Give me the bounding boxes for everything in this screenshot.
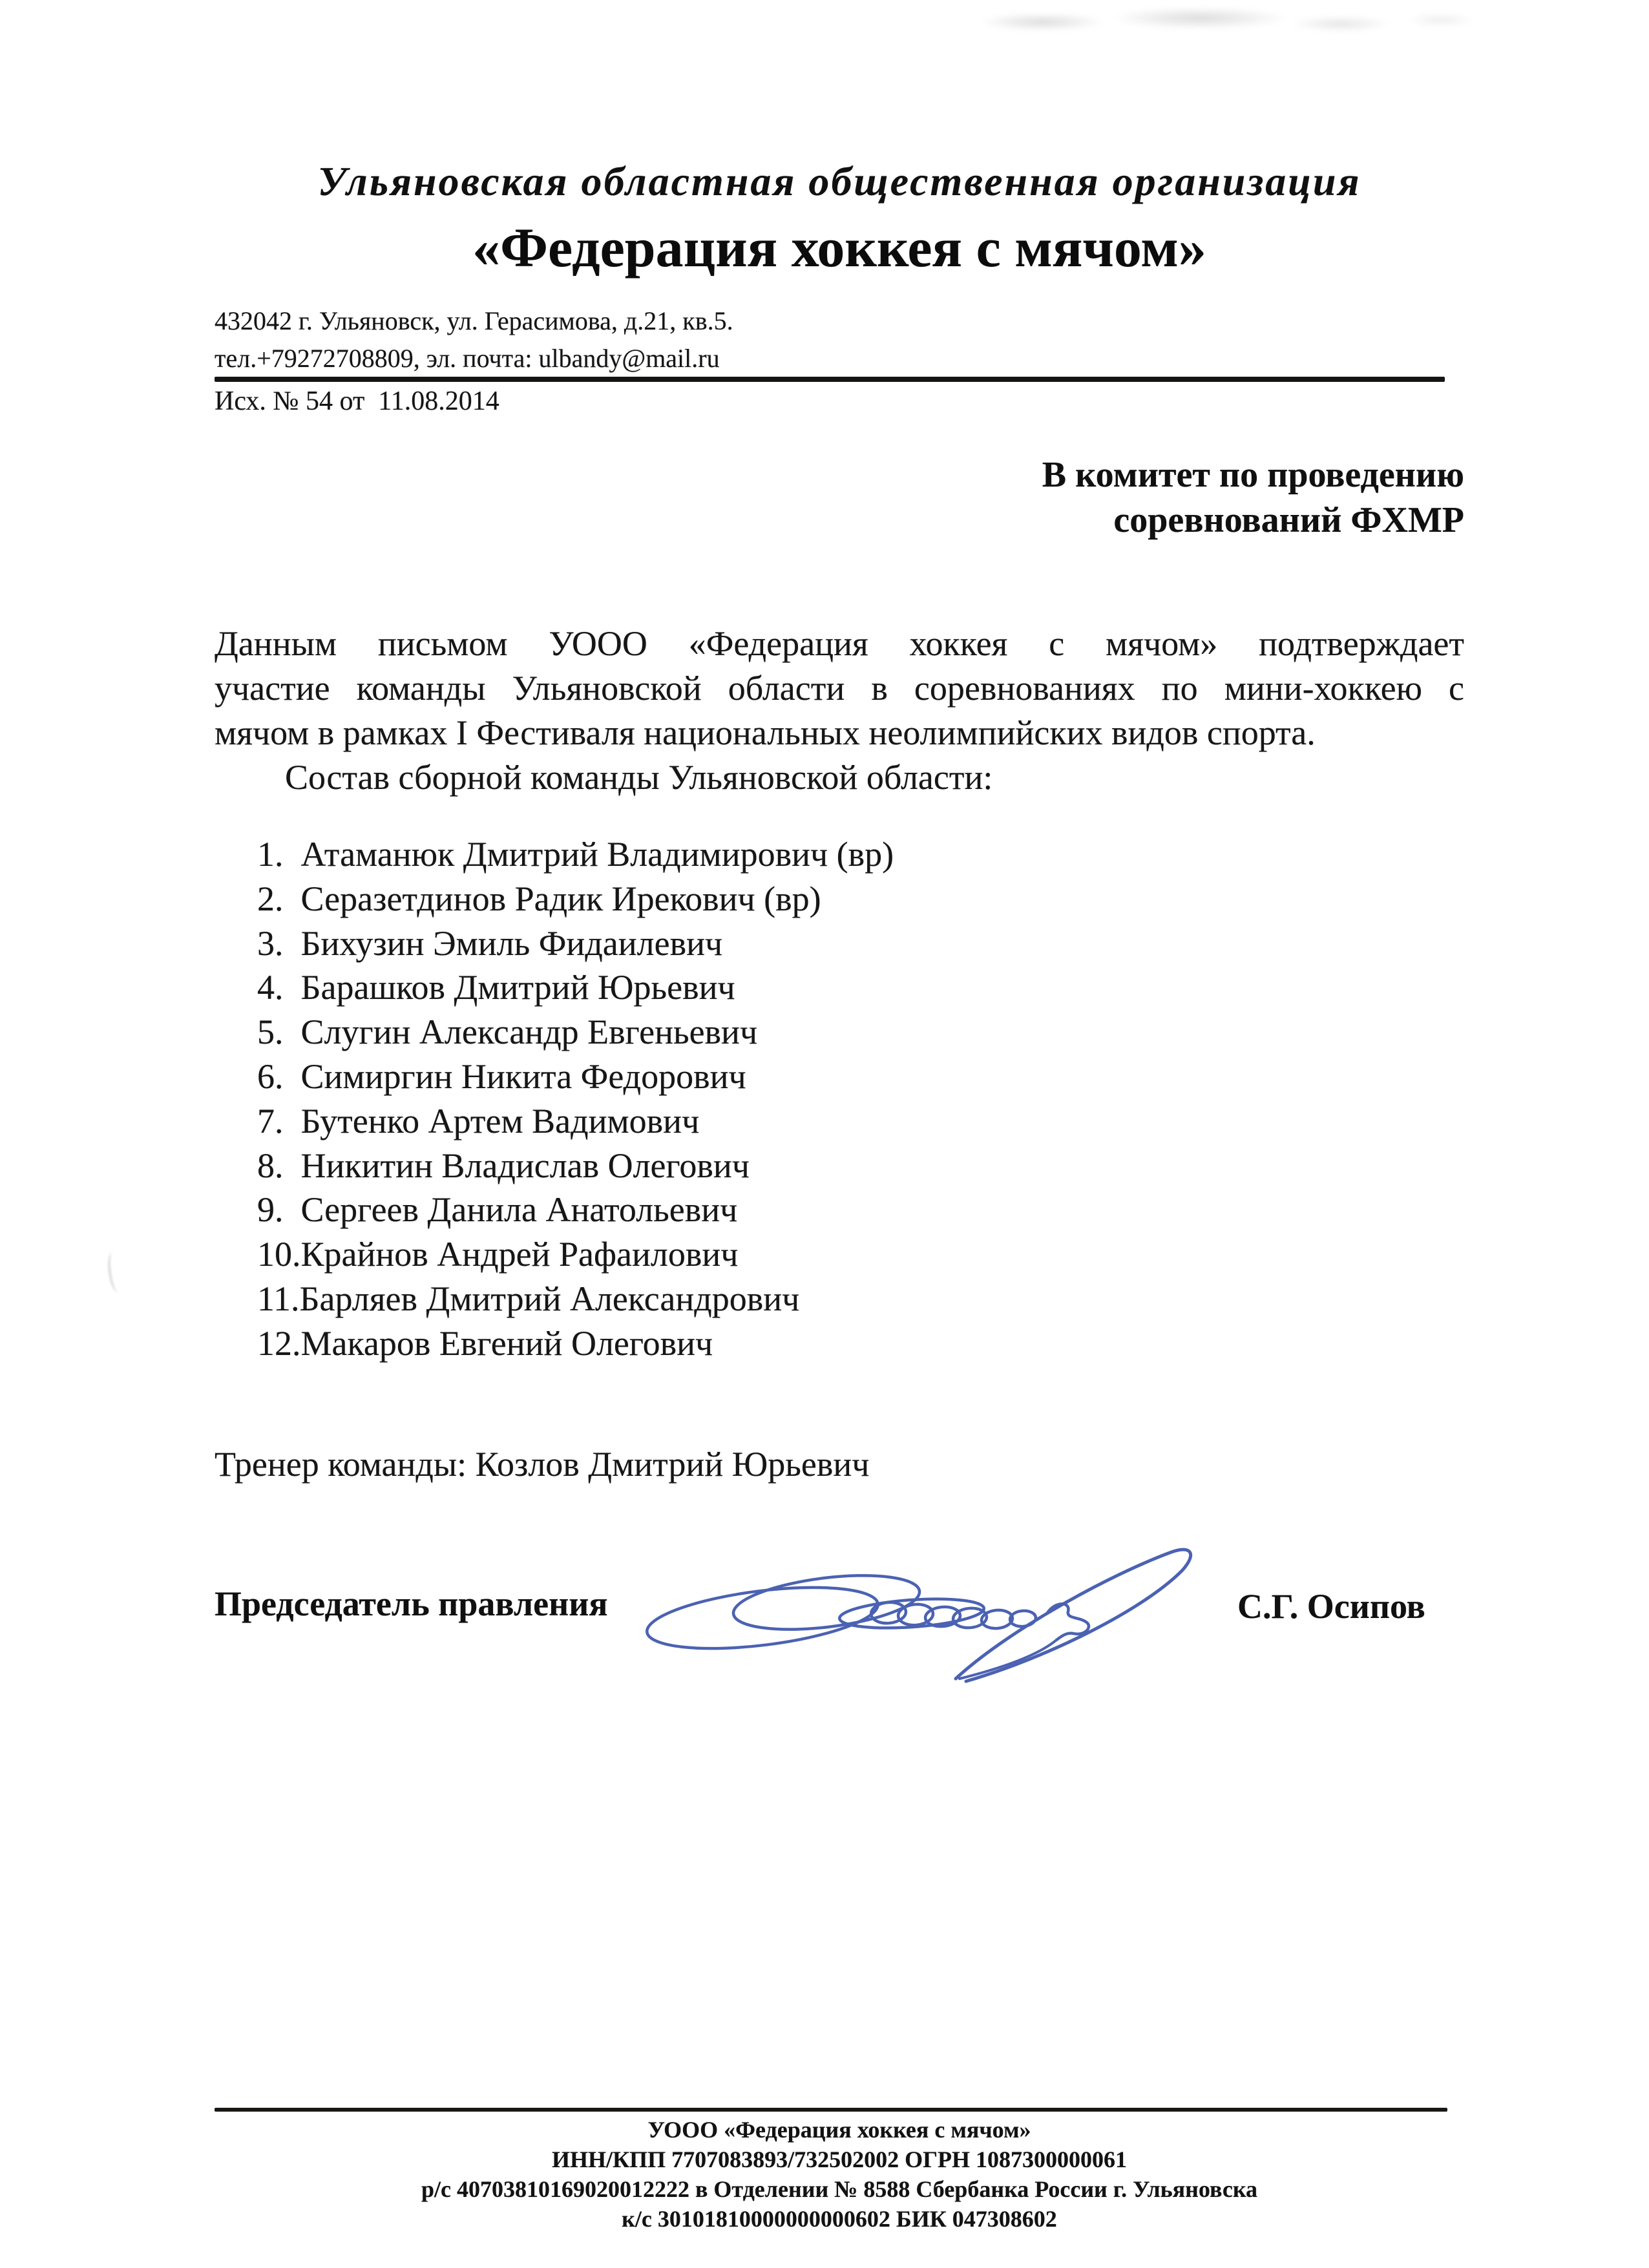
player-list-item: 6. Симиргин Никита Федорович: [257, 1056, 746, 1096]
footer-requisite-line: р/с 40703810169020012222 в Отделении № 8588 Сбербанка России г. Ульяновска: [421, 2176, 1258, 2202]
footer-requisite-line: УООО «Федерация хоккея с мячом»: [647, 2117, 1031, 2143]
org-type-heading: Ульяновская областная общественная организация: [317, 158, 1361, 204]
player-list-item: 9. Сергеев Данила Анатольевич: [257, 1190, 738, 1230]
recipient-line: соревнований ФХМР: [1113, 500, 1464, 540]
player-list-item: 12.Макаров Евгений Олегович: [257, 1323, 713, 1363]
player-roster-list: [257, 832, 1420, 1366]
org-address-block: [215, 302, 1248, 377]
player-list-item: 8. Никитин Владислав Олегович: [257, 1146, 750, 1185]
player-list-item: 4. Барашков Дмитрий Юрьевич: [257, 968, 735, 1007]
recipient-line: В комитет по проведению: [1042, 455, 1464, 495]
signatory-name: С.Г. Осипов: [1237, 1587, 1425, 1626]
outgoing-number-line: Исх. № 54 от 11.08.2014: [215, 386, 499, 416]
player-list-item: 10.Крайнов Андрей Рафаилович: [257, 1235, 739, 1274]
player-list-item: 7. Бутенко Артем Вадимович: [257, 1101, 700, 1140]
signature-ink-scribble: [636, 1537, 1208, 1692]
org-name-heading: «Федерация хоккея с мячом»: [472, 216, 1206, 278]
paragraph-line: мячом в рамках I Фестиваля национальных неолимпийских видов спорта.: [215, 713, 1316, 752]
player-list-item: 1. Атаманюк Дмитрий Владимирович (вр): [257, 835, 894, 874]
contact-line: тел.+79272708809, эл. почта: ulbandy@mail.ru: [215, 344, 720, 373]
signatory-title: Председатель правления: [215, 1584, 608, 1623]
footer-divider-line: [215, 2108, 1447, 2112]
scan-artifact-smudge: [969, 1, 1493, 39]
footer-requisite-line: к/с 30101810000000000602 БИК 047308602: [622, 2206, 1057, 2232]
footer-requisites: [215, 2115, 1464, 2234]
body-paragraph: [215, 622, 1464, 755]
player-list-item: 5. Слугин Александр Евгеньевич: [257, 1013, 758, 1052]
roster-intro-line: Состав сборной команды Ульяновской области:: [285, 758, 993, 797]
header-divider-line: [215, 377, 1445, 382]
player-list-item: 11.Барляев Дмитрий Александрович: [257, 1279, 800, 1318]
address-line: 432042 г. Ульяновск, ул. Герасимова, д.21, кв.5.: [215, 306, 733, 335]
scan-artifact-mark: [106, 1252, 124, 1293]
footer-requisite-line: ИНН/КПП 7707083893/732502002 ОГРН 1087300000061: [551, 2147, 1127, 2172]
paragraph-line: Данным письмом УООО «Федерация хоккея с мячом» подтверждает: [215, 624, 1464, 663]
player-list-item: 3. Бихузин Эмиль Фидаилевич: [257, 923, 723, 963]
coach-line: Тренер команды: Козлов Дмитрий Юрьевич: [215, 1445, 870, 1484]
recipient-block: [215, 452, 1464, 543]
player-list-item: 2. Серазетдинов Радик Ирекович (вр): [257, 879, 821, 918]
paragraph-line: участие команды Ульяновской области в соревнованиях по мини-хоккею с: [215, 669, 1464, 708]
